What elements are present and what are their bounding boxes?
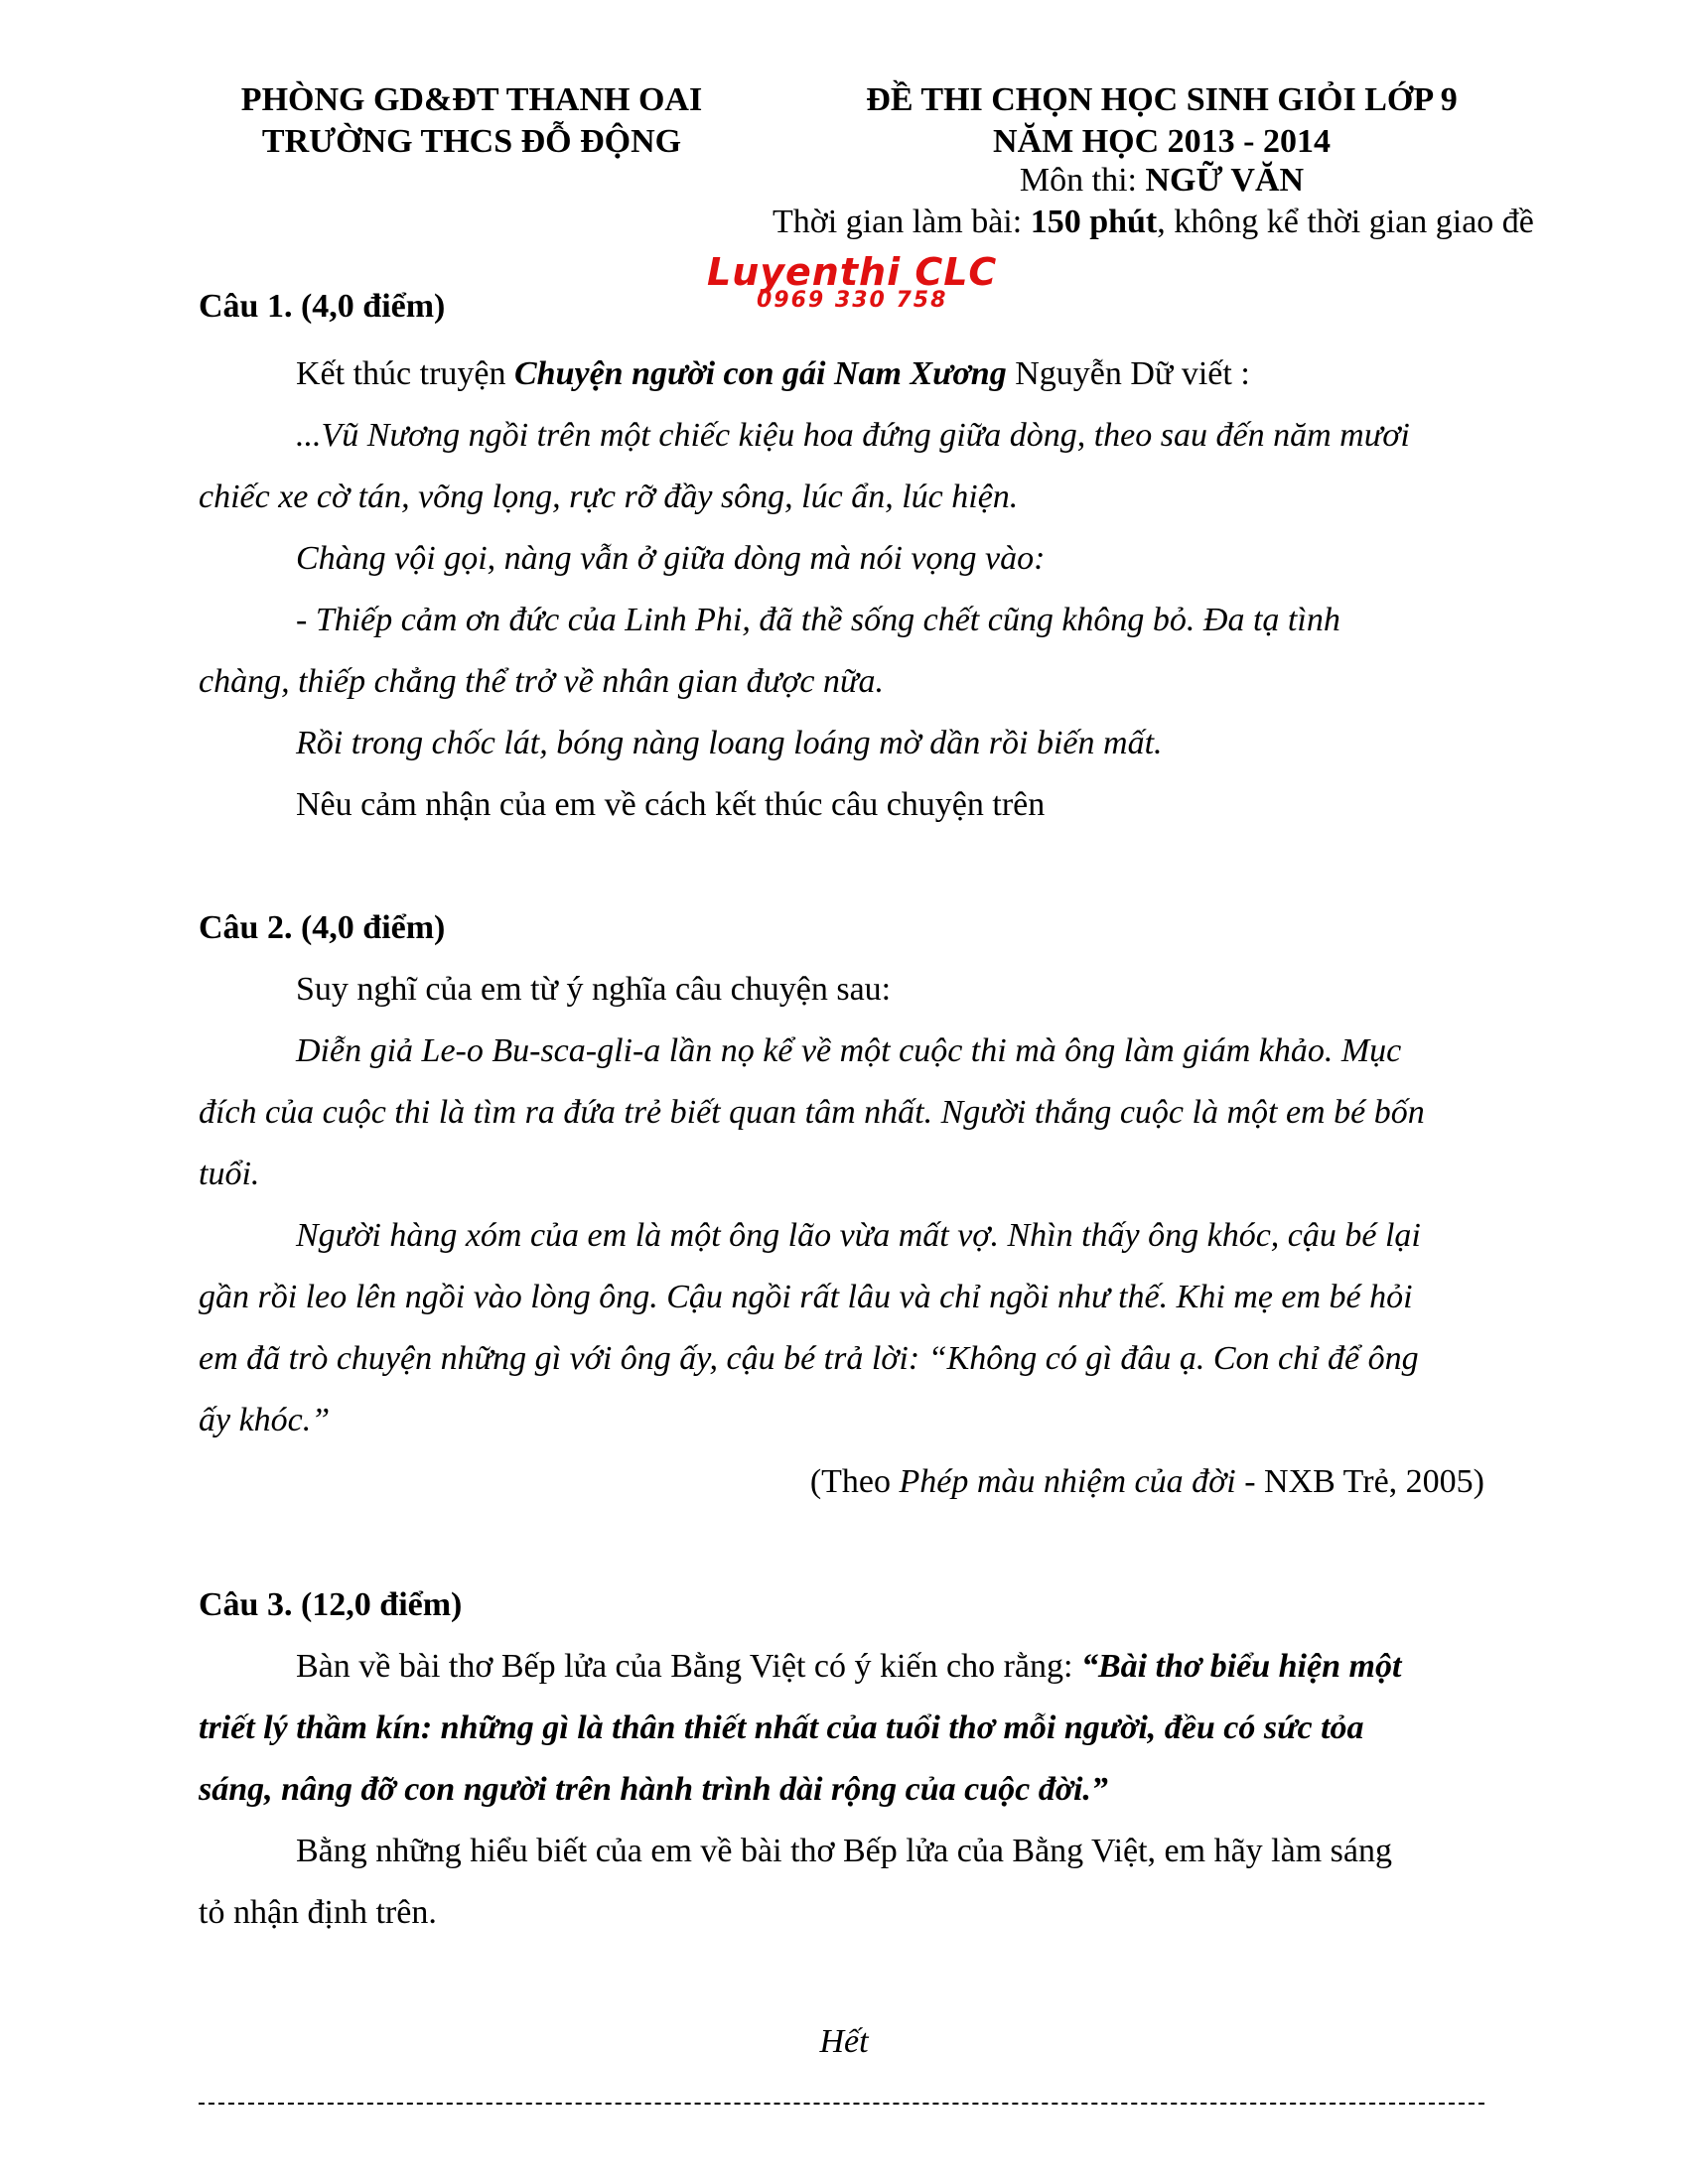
time-suffix: , không kể thời gian giao đề [1157, 204, 1534, 240]
q1-quote-line: - Thiếp cảm ơn đức của Linh Phi, đã thề sống chết cũng không bỏ. Đa tạ tình [296, 602, 1340, 638]
q3-opinion-intro: Bàn về bài thơ Bếp lửa của Bằng Việt có ý kiến cho rằng: [296, 1648, 1081, 1685]
q3-heading: Câu 3. (12,0 điểm) [199, 1586, 463, 1623]
time-line [773, 204, 1534, 241]
q2-story-line: Diễn giả Le-o Bu-sca-gli-a lần nọ kể về một cuộc thi mà ông làm giám khảo. Mục [296, 1032, 1402, 1069]
q2-story-line: đích của cuộc thi là tìm ra đứa trẻ biết quan tâm nhất. Người thắng cuộc là một em bé bốn [199, 1094, 1425, 1131]
q2-story-line: tuổi. [199, 1156, 260, 1192]
school-year: NĂM HỌC 2013 - 2014 [993, 123, 1331, 160]
q3-opinion-quote-line: triết lý thầm kín: những gì là thân thiết nhất của tuổi thơ mỗi người, đều có sức tỏa [199, 1709, 1364, 1746]
end-marker: Hết [819, 2023, 869, 2060]
q3-opinion-quote-line: sáng, nâng đỡ con người trên hành trình dài rộng của cuộc đời.” [199, 1771, 1108, 1808]
q2-story-line: gần rồi leo lên ngồi vào lòng ông. Cậu ngồi rất lâu và chỉ ngồi như thế. Khi mẹ em bé hỏi [199, 1279, 1413, 1315]
q2-source-title: Phép màu nhiệm của đời [899, 1463, 1236, 1500]
q1-task: Nêu cảm nhận của em về cách kết thúc câu chuyện trên [296, 786, 1046, 823]
school-dept: PHÒNG GD&ĐT THANH OAI [240, 81, 703, 118]
time-prefix: Thời gian làm bài: [773, 204, 1031, 240]
q1-quote-line: chiếc xe cờ tán, võng lọng, rực rỡ đầy sông, lúc ẩn, lúc hiện. [199, 478, 1019, 515]
time-value: 150 phút [1030, 204, 1158, 240]
q3-task-line: tỏ nhận định trên. [199, 1894, 437, 1931]
watermark-phone: 0969 330 758 [757, 288, 948, 313]
q2-story-line: ấy khóc.” [199, 1402, 331, 1438]
q1-intro-suffix: Nguyễn Dữ viết : [1006, 355, 1250, 392]
q2-story-line: Người hàng xóm của em là một ông lão vừa mất vợ. Nhìn thấy ông khóc, cậu bé lại [296, 1217, 1421, 1254]
q2-intro: Suy nghĩ của em từ ý nghĩa câu chuyện sau: [296, 971, 892, 1008]
subject-line [834, 162, 1489, 200]
footer-divider [199, 2103, 1484, 2105]
q1-intro [296, 355, 1250, 393]
q3-task-line: Bằng những hiểu biết của em về bài thơ Bếp lửa của Bằng Việt, em hãy làm sáng [296, 1833, 1392, 1869]
q2-story-line: em đã trò chuyện những gì với ông ấy, cậu bé trả lời: “Không có gì đâu ạ. Con chỉ để ông [199, 1340, 1419, 1377]
q1-quote-line: Chàng vội gọi, nàng vẫn ở giữa dòng mà nói vọng vào: [296, 540, 1046, 577]
q1-quote-line: Rồi trong chốc lát, bóng nàng loang loáng mờ dần rồi biến mất. [296, 725, 1163, 761]
subject-prefix: Môn thi: [1019, 162, 1146, 199]
q3-opinion-line [296, 1648, 1401, 1686]
q2-heading: Câu 2. (4,0 điểm) [199, 909, 446, 946]
school-name: TRƯỜNG THCS ĐỖ ĐỘNG [261, 123, 682, 160]
q1-quote-line: chàng, thiếp chẳng thể trở về nhân gian được nữa. [199, 663, 884, 700]
q1-quote-line: ...Vũ Nương ngồi trên một chiếc kiệu hoa đứng giữa dòng, theo sau đến năm mươi [296, 417, 1410, 454]
subject-value: NGỮ VĂN [1145, 162, 1305, 199]
q3-opinion-quote: “Bài thơ biểu hiện một [1080, 1648, 1402, 1685]
q2-source-suffix: - NXB Trẻ, 2005) [1235, 1463, 1484, 1500]
q2-source-prefix: (Theo [809, 1463, 900, 1500]
q1-heading: Câu 1. (4,0 điểm) [199, 288, 446, 325]
q1-intro-prefix: Kết thúc truyện [296, 355, 514, 392]
q2-source [810, 1463, 1484, 1501]
q1-story-title: Chuyện người con gái Nam Xương [514, 355, 1007, 392]
exam-title: ĐỀ THI CHỌN HỌC SINH GIỎI LỚP 9 [866, 81, 1458, 118]
watermark-brand: Luyenthi CLC [707, 250, 998, 294]
